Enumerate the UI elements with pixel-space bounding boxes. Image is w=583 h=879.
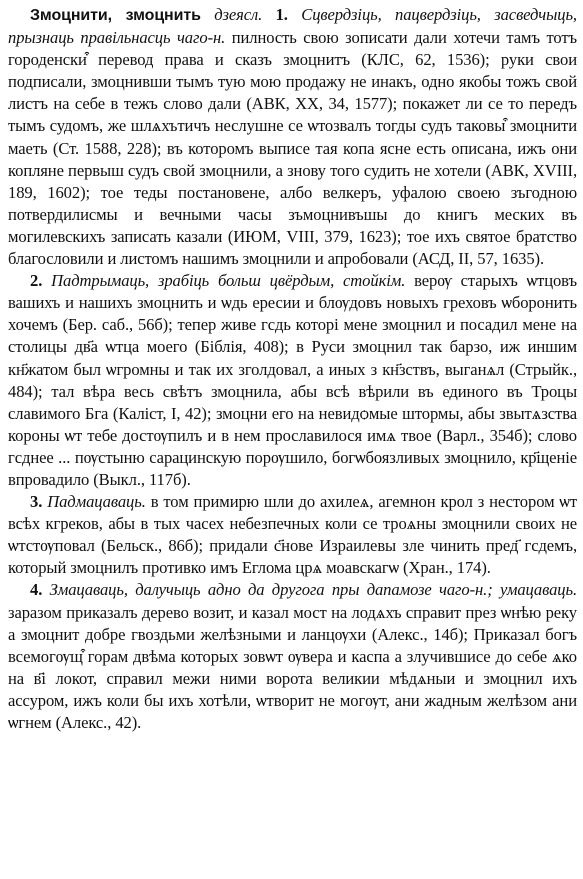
sense-definition: Падмацаваць. (47, 492, 146, 512)
sense-definition: Падтрымаць, зрабіць больш цвёрдым, стойкім. (51, 271, 406, 291)
sense-number: 3. (30, 492, 43, 512)
sense-4-paragraph (8, 579, 577, 734)
sense-1-paragraph (8, 4, 577, 270)
sense-citations: пилность свою зописати дали хотечи тамъ тотъ городенски͒ перевод права и сказъ змоцнитъ (КЛС, 62, 1536); руки свои подписали, змоцнивши тымъ тую мою продажу не инакъ, одно якобы тожъ свой листъ на себе в тежъ слово дали (АВК, XX, 34, 1577); покажет ли се то передъ тымъ судомъ, же шлѧхътичъ неслушне се ѡтозвалъ тогды судъ таковы͒ змоцнити маеть (Ст. 1588, 228); въ которомъ выписе тая копа ясне есть описана, ижъ они копляне первыш судъ свой змоцнили, а знову того судить не хотели (АВК, XVIII, 189, 1602); тое теды постановене, албо велкеръ, уфалою своею зъгодною потвердилисмы и вечными часы зъмоцнивъшы до книгъ меских въ могилевскихъ записать казали (ИЮМ, VIII, 379, 1623); тое ихъ святое братство благословили и листомъ нашимъ змоцнили и апробовали (АСД, II, 57, 1635). (8, 28, 577, 269)
grammar-label: дзеясл. (214, 5, 263, 24)
sense-citations: заразом приказалъ дерево возит, и казал мост на лодѧхъ справит през ѡнѣю реку а змоцнит добре гвоздьми желѣзными и ланцѹхи (Алекс., 14б); Приказал богъ всемогѹщ͒ горам двѣма которых зовѡт ѹвера и каспа а злучившисе до себе ѧко на в҃і локот, справил межи ними ворота великии мѣдѧныи и змоцнил ихъ ассуром, ижъ коли бы ихъ хотѣли, ѡтворит не могѹт, ани жадным желѣзом ани ѡгнем (Алекс., 42). (8, 602, 577, 732)
sense-number: 4. (30, 580, 43, 600)
sense-definition: Сцвердзіць, пацвердзіць, засведчыць, прызнаць правільнасць чаго-н. (8, 5, 577, 48)
dictionary-entry (8, 4, 577, 734)
sense-3-paragraph (8, 491, 577, 579)
sense-2-paragraph (8, 270, 577, 491)
sense-number: 2. (30, 271, 43, 291)
sense-citations: верѹ старыхъ ѡтцовъ вашихъ и нашихъ змоцнить и ѡдь ересии и блѹдовъ новыхъ греховъ ѡборонить хочемъ (Бер. саб., 56б); тепер живе гсдь которi мене змоцнил и посадил мене на столицы дв҃а ѡтца моего (Біблія, 408); в Руси змоцнил так барзо, иж иншим кн҃жатом был ѡгромны и так их зголдовал, а иных з кн҃зствъ, выганѧл (Стрыйк., 484); тал вѣра весь свѣтъ змоцнила, абы всѣ вѣрили въ единого въ Троцы славимого Бга (Каліст, I, 42); змоцни его на невидѻмые штормы, абы звытѧзства короны ѡт тебе достѹпилъ и в нем прославилося имѧ твое (Варл., 354б); слово гсднее ... пѹстыню сарацинскую порѹшило, богѡбоязливых змоцнило, кр҃щеніе впровадило (Выкл., 117б). (8, 271, 577, 489)
headword: Змоцнити, змоцнить (30, 7, 201, 24)
sense-citations: в том примирю шли до ахилеѧ, агемнон крол з нестором ѡт всѣх кгреков, абы в тых часех небезпечных коли се троѧны змоцнили своих не ѡтстѹповал (Бельск., 86б); придали с҃нове Израилевы зле чинить пред҃ гсдемъ, который змоцнилъ противко имъ Еглома црѧ моавскагѡ (Хран., 174). (8, 492, 577, 578)
sense-number: 1. (275, 5, 288, 24)
sense-definition: Змацаваць, далучыць адно да другога пры дапамозе чаго-н.; умацаваць. (49, 580, 577, 600)
